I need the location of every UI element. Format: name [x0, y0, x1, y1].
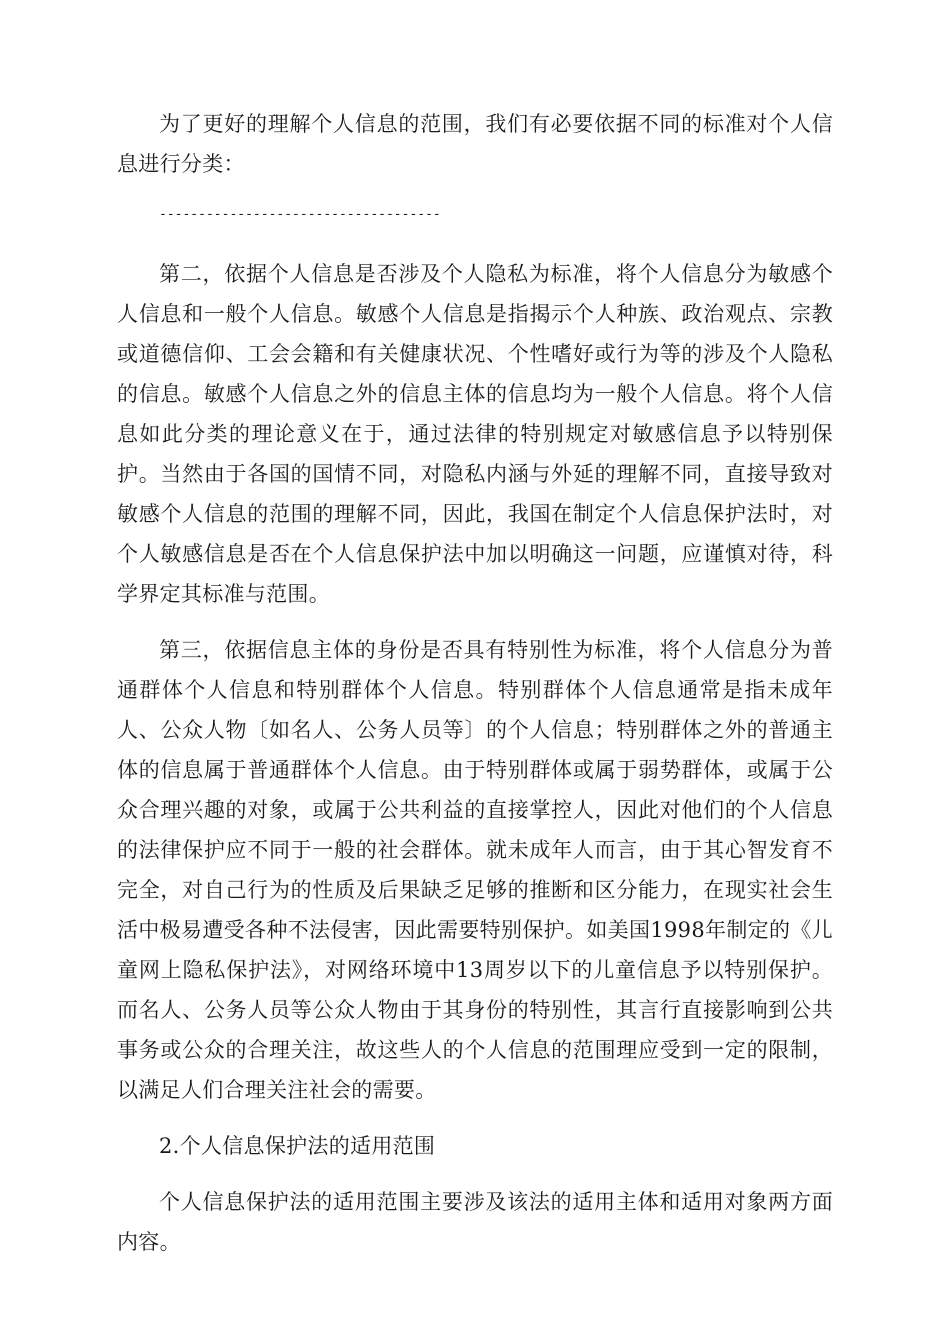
dashed-separator: ------------------------------------ [159, 207, 441, 222]
paragraph-sensitive-info: 第二，依据个人信息是否涉及个人隐私为标准，将个人信息分为敏感个人信息和一般个人信息。敏感个人信息是指揭示个人种族、政治观点、宗教或道德信仰、工会会籍和有关健康状况、个性嗜好或行为等的涉及个人隐私的信息。敏感个人信息之外的信息主体的信息均为一般个人信息。将个人信息如此分类的理论意义在于，通过法律的特别规定对敏感信息予以特别保护。当然由于各国的国情不同，对隐私内涵与外延的理解不同，直接导致对敏感个人信息的范围的理解不同，因此，我国在制定个人信息保护法时，对个人敏感信息是否在个人信息保护法中加以明确这一问题，应谨慎对待，科学界定其标准与范围。 [117, 262, 833, 606]
paragraph-special-groups: 第三，依据信息主体的身份是否具有特别性为标准，将个人信息分为普通群体个人信息和特别群体个人信息。特别群体个人信息通常是指未成年人、公众人物〔如名人、公务人员等〕的个人信息；特别群体之外的普通主体的信息属于普通群体个人信息。由于特别群体或属于弱势群体，或属于公众合理兴趣的对象，或属于公共利益的直接掌控人，因此对他们的个人信息的法律保护应不同于一般的社会群体。就未成年人而言，由于其心智发育不完全，对自己行为的性质及后果缺乏足够的推断和区分能力，在现实社会生活中极易遭受各种不法侵害，因此需要特别保护。如美国1998年制定的《儿童网上隐私保护法》，对网络环境中13周岁以下的儿童信息予以特别保护。而名人、公务人员等公众人物由于其身份的特别性，其言行直接影响到公共事务或公众的合理关注，故这些人的个人信息的范围理应受到一定的限制，以满足人们合理关注社会的需要。 [117, 638, 833, 1102]
document-page [117, 104, 833, 1278]
section-heading-scope: 2.个人信息保护法的适用范围 [159, 1134, 436, 1158]
intro-paragraph: 为了更好的理解个人信息的范围，我们有必要依据不同的标准对个人信息进行分类： [117, 112, 833, 176]
paragraph-scope: 个人信息保护法的适用范围主要涉及该法的适用主体和适用对象两方面内容。 [117, 1190, 833, 1254]
